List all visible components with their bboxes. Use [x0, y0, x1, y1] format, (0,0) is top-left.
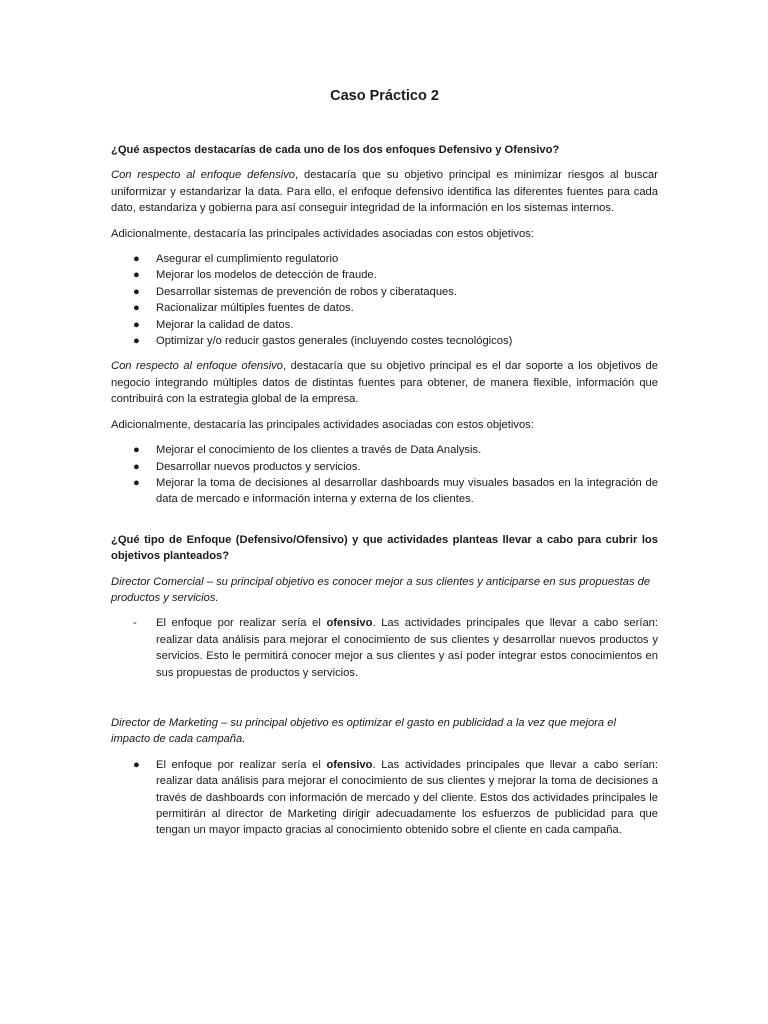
list-item: ● Desarrollar nuevos productos y servicios.: [111, 459, 658, 475]
offensive-lead: Con respecto al enfoque ofensivo: [111, 360, 284, 373]
marketing-list: [111, 757, 658, 839]
offensive-paragraph: [111, 358, 658, 407]
marketing-heading: Director de Marketing – su principal objetivo es optimizar el gasto en publicidad a la vez que mejora el impacto de cada campaña.: [111, 716, 616, 746]
list-item: - El enfoque por realizar sería el ofensivo. Las actividades principales que llevar a cabo serían: realizar data análisis para mejorar el conocimiento de sus clientes y desarrollar nuevos productos y servicios. Esto le permitirá conocer mejor a sus clientes y así poder integrar estos conocimientos en sus propuestas de productos y servicios.: [133, 617, 659, 679]
bullet-icon: ●: [133, 253, 140, 266]
page-title: Caso Práctico 2: [330, 88, 439, 104]
bullet-icon: ●: [133, 318, 140, 331]
commercial-heading: Director Comercial – su principal objetivo es conocer mejor a sus clientes y anticiparse en sus propuestas de productos y servicios.: [111, 575, 651, 604]
additional-text-2: Adicionalmente, destacaría las principales actividades asociadas con estos objetivos:: [111, 418, 534, 431]
defensive-lead: Con respecto al enfoque defensivo: [111, 169, 296, 182]
list-item: ● Mejorar el conocimiento de los clientes a través de Data Analysis.: [111, 442, 658, 458]
document-body: [111, 86, 658, 839]
bullet-icon: ●: [133, 444, 140, 457]
bullet-icon: ●: [133, 758, 140, 771]
bullet-icon: ●: [133, 302, 140, 315]
defensive-text: , destacaría que su objetivo principal es minimizar riesgos al buscar uniformizar y estandarizar la data. Para ello, el enfoque defensivo identifica las diferentes fuentes para cada dato, estandariza y gobierna para así conseguir integridad de la información en los sistemas internos.: [111, 169, 658, 215]
bullet-icon: ●: [133, 460, 140, 473]
commercial-list: [111, 615, 658, 681]
additional-text-1: Adicionalmente, destacaría las principales actividades asociadas con estos objetivos:: [111, 227, 534, 240]
bullet-icon: ●: [133, 269, 140, 282]
list-item: ● Optimizar y/o reducir gastos generales (incluyendo costes tecnológicos): [111, 333, 658, 349]
list-item: ● Asegurar el cumplimiento regulatorio: [111, 251, 658, 267]
list-item: ● Desarrollar sistemas de prevención de robos y ciberataques.: [111, 284, 658, 300]
question-1: ¿Qué aspectos destacarías de cada uno de los dos enfoques Defensivo y Ofensivo?: [111, 144, 560, 156]
list-item: ● Mejorar la toma de decisiones al desarrollar dashboards muy visuales basados en la integración de data de mercado e información interna y externa de los clientes.: [133, 476, 658, 506]
defensive-paragraph: [111, 167, 658, 216]
question-2: ¿Qué tipo de Enfoque (Defensivo/Ofensivo) y que actividades planteas llevar a cabo para cubrir los objetivos planteados?: [111, 533, 658, 563]
list-item: ● El enfoque por realizar sería el ofensivo. Las actividades principales que llevar a cabo serían: realizar data análisis para mejorar el conocimiento de sus clientes y mejorar la toma de decisiones a través de dashboards con información de mercado y del cliente. Estos dos actividades principales le permitirán al director de Marketing dirigir adecuadamente los esfuerzos de publicidad para que tengan un mayor impacto gracias al conocimiento obtenido sobre el cliente en cada campaña.: [133, 758, 659, 837]
list-item: ● Mejorar la calidad de datos.: [111, 317, 658, 333]
defensive-activity-list: [111, 251, 658, 349]
bullet-icon: ●: [133, 335, 140, 348]
list-item: ● Mejorar los modelos de detección de fraude.: [111, 267, 658, 283]
list-item: ● Racionalizar múltiples fuentes de datos.: [111, 300, 658, 316]
bullet-icon: ●: [133, 285, 140, 298]
offensive-activity-list: [111, 442, 658, 508]
bullet-icon: ●: [133, 476, 140, 489]
offensive-text: , destacaría que su objetivo principal es el dar soporte a los objetivos de negocio integrando múltiples datos de distintas fuentes para obtener, de manera flexible, información que contribuirá con la estrategia global de la empresa.: [111, 360, 658, 406]
dash-icon: -: [133, 617, 137, 630]
